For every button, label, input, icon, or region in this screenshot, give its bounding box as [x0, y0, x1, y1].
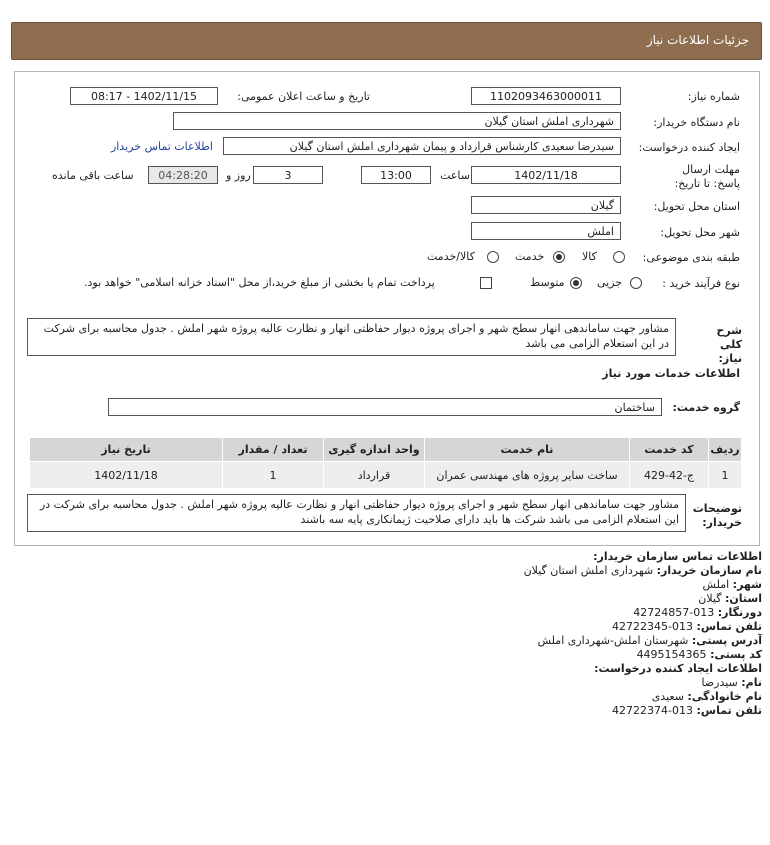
creator-phone-row: [524, 704, 762, 718]
remaining-label: ساعت باقی مانده: [52, 169, 134, 182]
category-service-radio[interactable]: [553, 251, 565, 263]
deadline-time-field[interactable]: 13:00: [361, 166, 431, 184]
table-header-row: [30, 438, 742, 462]
creator-title: اطلاعات ایجاد کننده درخواست:: [594, 662, 762, 675]
services-section-title: اطلاعات خدمات مورد نیاز: [602, 367, 740, 380]
category-service-label: خدمت: [515, 250, 545, 263]
col-unit-header: واحد اندازه گیری: [324, 438, 425, 462]
creator-label: ایجاد کننده درخواست:: [638, 141, 740, 154]
contact-fax: 013-42724857: [633, 606, 715, 619]
need-number-label: شماره نیاز:: [687, 90, 740, 103]
contact-fax-label: دورنگار:: [717, 606, 762, 619]
summary-label: شرح کلی نیاز:: [716, 324, 742, 365]
summary-text: مشاور جهت ساماندهی انهار سطح شهر و اجرای پروژه دیوار حفاظتی انهار و نظارت عالیه پروژه شهر املش . جدول محاسبه برای شرکت در این استعلام الزامی می باشد: [27, 318, 676, 356]
days-label: روز و: [226, 169, 251, 182]
service-name: ساخت سایر پروژه های مهندسی عمران: [425, 462, 630, 489]
service-date: 1402/11/18: [30, 462, 223, 489]
process-medium-radio[interactable]: [570, 277, 582, 289]
buyer-notes-text: مشاور جهت ساماندهی انهار سطح شهر و اجرای پروژه دیوار حفاظتی انهار و نظارت عالیه پروژه شهر املش . جدول محاسبه برای شرکت در این استعلام الزامی می باشد شرکت ها باید دارای صلاحیت ژیمانکاری پایه سه باشند: [27, 494, 686, 532]
creator-name: سیدرضا: [701, 676, 738, 689]
contact-block: [524, 550, 762, 718]
service-group-label: گروه خدمت:: [672, 401, 740, 414]
col-code-header: کد خدمت: [630, 438, 709, 462]
page-header: [11, 22, 762, 60]
announce-field[interactable]: 1402/11/15 - 08:17: [70, 87, 218, 105]
col-row-header: ردیف: [709, 438, 742, 462]
creator-family: سعیدی: [651, 690, 684, 703]
time-label: ساعت: [440, 169, 470, 182]
process-label: نوع فرآیند خرید :: [662, 277, 740, 290]
contact-address-row: [524, 634, 762, 648]
col-name-header: نام خدمت: [425, 438, 630, 462]
city-field[interactable]: املش: [471, 222, 621, 240]
contact-phone-row: [524, 620, 762, 634]
process-minor-label: جزیی: [597, 276, 623, 289]
creator-title-row: [524, 662, 762, 676]
contact-address-label: آدرس پستی:: [691, 634, 762, 647]
category-goods-radio[interactable]: [613, 251, 625, 263]
contact-postal-label: کد پستی:: [710, 648, 762, 661]
process-medium-label: متوسط: [530, 276, 565, 289]
contact-province: گیلان: [698, 592, 722, 605]
table-row[interactable]: [30, 462, 742, 489]
deadline-label: مهلت ارسال پاسخ: تا تاریخ:: [674, 163, 740, 190]
province-label: استان محل تحویل:: [653, 200, 740, 213]
contact-city-label: شهر:: [732, 578, 762, 591]
creator-phone-label: تلفن تماس:: [696, 704, 762, 717]
contact-title-row: [524, 550, 762, 564]
days-field[interactable]: 3: [253, 166, 323, 184]
creator-family-row: [524, 690, 762, 704]
treasury-payment-label: پرداخت تمام یا بخشی از مبلغ خرید،از محل "اسناد خزانه اسلامی" خواهد بود.: [84, 276, 435, 289]
buyer-org-field[interactable]: شهرداری املش استان گیلان: [173, 112, 621, 130]
contact-title: اطلاعات تماس سازمان خریدار:: [593, 550, 762, 563]
category-goods-label: کالا: [582, 250, 597, 263]
creator-name-row: [524, 676, 762, 690]
contact-org-label: نام سازمان خریدار:: [656, 564, 762, 577]
contact-phone: 013-42722345: [612, 620, 694, 633]
contact-org: شهرداری املش استان گیلان: [523, 564, 654, 577]
contact-city-row: [524, 578, 762, 592]
need-number-field[interactable]: 1102093463000011: [471, 87, 621, 105]
treasury-payment-checkbox[interactable]: [480, 277, 492, 289]
service-unit: قرارداد: [324, 462, 425, 489]
contact-city: املش: [702, 578, 730, 591]
creator-family-label: نام خانوادگی:: [687, 690, 762, 703]
process-minor-radio[interactable]: [630, 277, 642, 289]
contact-postal-row: [524, 648, 762, 662]
contact-address: شهرستان املش-شهرداری املش: [537, 634, 689, 647]
col-qty-header: تعداد / مقدار: [223, 438, 324, 462]
category-goods-service-radio[interactable]: [487, 251, 499, 263]
contact-org-row: [524, 564, 762, 578]
contact-fax-row: [524, 606, 762, 620]
buyer-org-label: نام دستگاه خریدار:: [653, 116, 740, 129]
contact-phone-label: تلفن تماس:: [696, 620, 762, 633]
creator-field[interactable]: سیدرضا سعیدی کارشناس قرارداد و پیمان شهرداری املش استان گیلان: [223, 137, 621, 155]
category-goods-service-label: کالا/خدمت: [427, 250, 475, 263]
creator-name-label: نام:: [741, 676, 762, 689]
contact-postal: 4495154365: [636, 648, 707, 661]
col-date-header: تاریخ نیاز: [30, 438, 223, 462]
service-code: ج-42-429: [630, 462, 709, 489]
page-title: جزئیات اطلاعات نیاز: [646, 33, 749, 47]
service-qty: 1: [223, 462, 324, 489]
service-group-field[interactable]: ساختمان: [108, 398, 662, 416]
city-label: شهر محل تحویل:: [660, 226, 740, 239]
row-number: 1: [709, 462, 742, 489]
services-table: [29, 437, 742, 489]
contact-info-link[interactable]: اطلاعات تماس خریدار: [111, 140, 213, 153]
contact-province-label: استان:: [725, 592, 762, 605]
deadline-date-field[interactable]: 1402/11/18: [471, 166, 621, 184]
category-label: طبقه بندی موضوعی:: [642, 251, 740, 264]
creator-phone: 013-42722374: [612, 704, 694, 717]
province-field[interactable]: گیلان: [471, 196, 621, 214]
contact-province-row: [524, 592, 762, 606]
remaining-field: 04:28:20: [148, 166, 218, 184]
buyer-notes-label: توضیحات خریدار:: [692, 502, 742, 529]
announce-label: تاریخ و ساعت اعلان عمومی:: [237, 90, 370, 103]
